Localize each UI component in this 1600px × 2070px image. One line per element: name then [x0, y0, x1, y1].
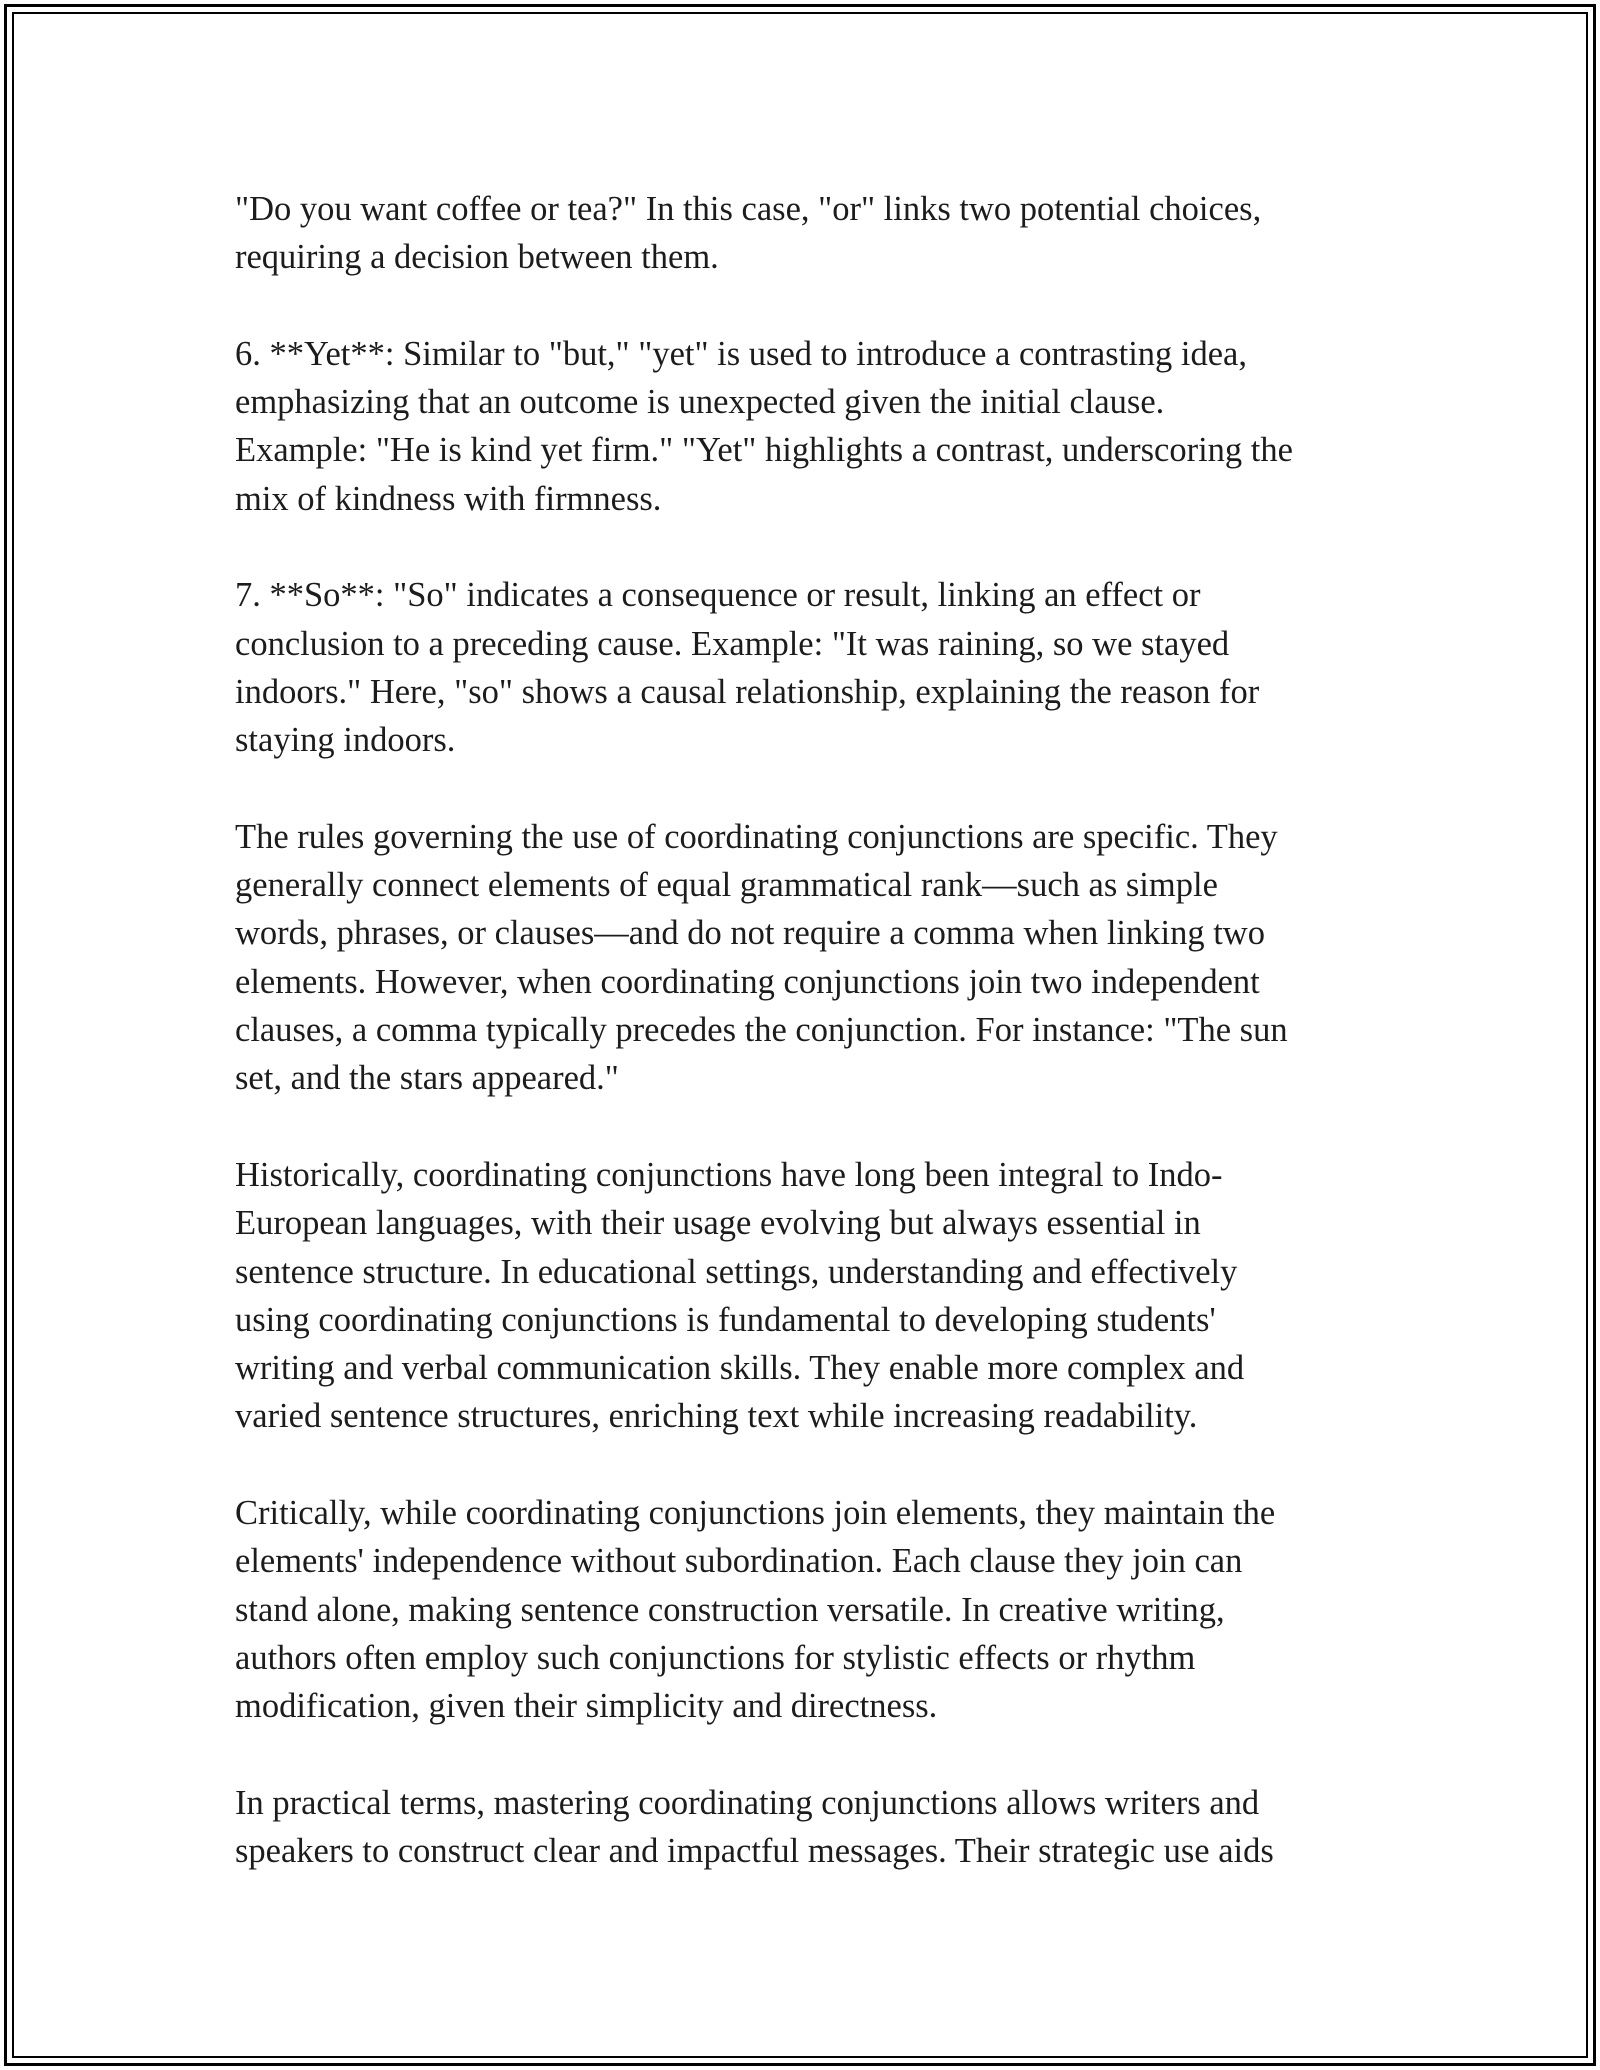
text-line: generally connect elements of equal grammatical rank—such as simple [235, 866, 1218, 905]
text-line: varied sentence structures, enriching text while increasing readability. [235, 1397, 1198, 1436]
text-line: European languages, with their usage evolving but always essential in [235, 1204, 1201, 1243]
text-line: indoors." Here, "so" shows a causal relationship, explaining the reason for [235, 672, 1260, 711]
text-line: authors often employ such conjunctions for stylistic effects or rhythm [235, 1638, 1196, 1677]
text-line: writing and verbal communication skills. They enable more complex and [235, 1349, 1245, 1388]
paragraph-rules [235, 813, 1385, 1103]
text-line: using coordinating conjunctions is fundamental to developing students' [235, 1300, 1216, 1339]
text-line: Critically, while coordinating conjunctions join elements, they maintain the [235, 1494, 1276, 1533]
text-line: speakers to construct clear and impactful messages. Their strategic use aids [235, 1832, 1274, 1871]
text-line: conclusion to a preceding cause. Example: "It was raining, so we stayed [235, 624, 1230, 663]
text-line: words, phrases, or clauses—and do not require a comma when linking two [235, 914, 1265, 953]
paragraph-historically [235, 1151, 1385, 1441]
text-line: Historically, coordinating conjunctions have long been integral to Indo- [235, 1155, 1223, 1194]
paragraph-critically [235, 1489, 1385, 1730]
text-line: elements. However, when coordinating conjunctions join two independent [235, 962, 1260, 1001]
text-line: clauses, a comma typically precedes the conjunction. For instance: "The sun [235, 1011, 1288, 1050]
text-line: mix of kindness with firmness. [235, 479, 662, 518]
paragraph-coffee-or-tea [235, 185, 1385, 282]
text-line: The rules governing the use of coordinating conjunctions are specific. They [235, 817, 1278, 856]
text-line: Example: "He is kind yet firm." "Yet" highlights a contrast, underscoring the [235, 431, 1293, 470]
text-line: staying indoors. [235, 721, 456, 760]
text-line: 7. **So**: "So" indicates a consequence or result, linking an effect or [235, 576, 1201, 615]
text-line: requiring a decision between them. [235, 238, 719, 277]
text-line: sentence structure. In educational settings, understanding and effectively [235, 1252, 1238, 1291]
text-line: elements' independence without subordination. Each clause they join can [235, 1542, 1243, 1581]
text-line: "Do you want coffee or tea?" In this case, "or" links two potential choices, [235, 190, 1262, 228]
text-line: set, and the stars appeared." [235, 1059, 619, 1098]
text-line: stand alone, making sentence construction versatile. In creative writing, [235, 1590, 1225, 1629]
text-line: In practical terms, mastering coordinating conjunctions allows writers and [235, 1783, 1260, 1822]
text-line: emphasizing that an outcome is unexpected given the initial clause. [235, 383, 1165, 422]
paragraph-so [235, 571, 1385, 764]
text-line: modification, given their simplicity and directness. [235, 1687, 938, 1726]
document-body [235, 185, 1385, 1924]
text-line: 6. **Yet**: Similar to "but," "yet" is used to introduce a contrasting idea, [235, 334, 1247, 373]
paragraph-practical-terms [235, 1779, 1385, 1876]
paragraph-yet [235, 330, 1385, 523]
